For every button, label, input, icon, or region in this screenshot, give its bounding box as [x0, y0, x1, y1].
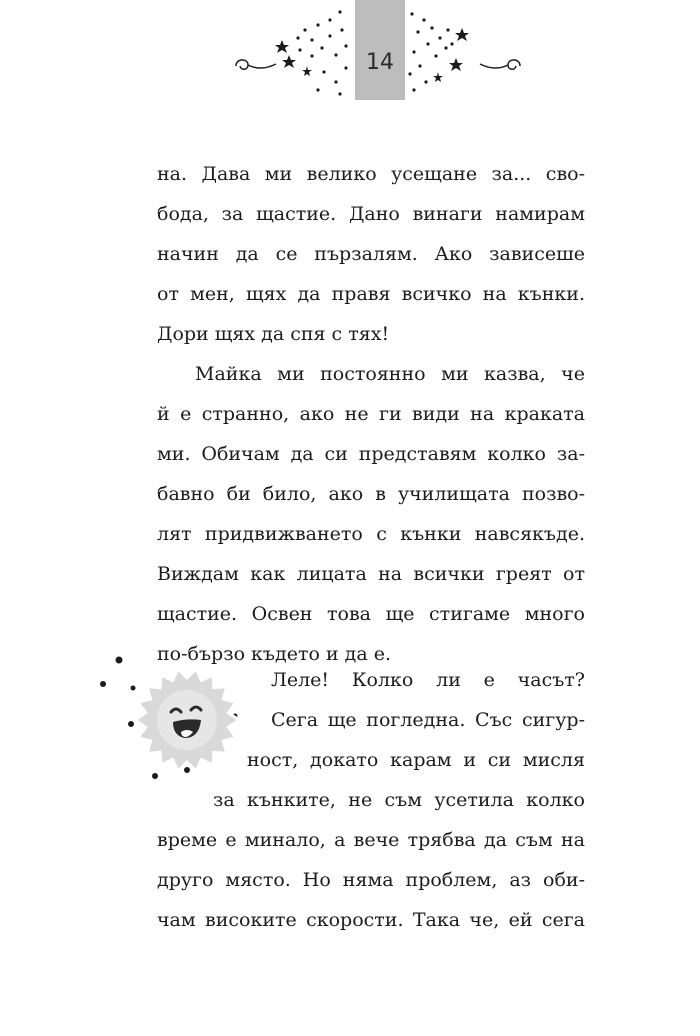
- text-line: ми. Обичам да си представям колко за-: [157, 443, 585, 465]
- paragraph-1: [157, 154, 585, 354]
- laughing-sun-icon: [95, 640, 255, 790]
- text-line: лят придвижването с кънки навсякъде.: [157, 523, 585, 545]
- text-line: бавно би било, ако в училищата позво-: [157, 483, 585, 505]
- text-line: начин да се пързалям. Ако зависеше: [157, 243, 585, 265]
- text-line: от мен, щях да правя всичко на кънки.: [157, 283, 585, 305]
- star-icon: [275, 40, 289, 53]
- star-icon: [302, 66, 312, 76]
- paragraph-3-narrow: [213, 780, 585, 820]
- text-line: й е странно, ако не ги види на краката: [157, 403, 585, 425]
- text-line: чам високите скорости. Така че, ей сега: [157, 909, 585, 931]
- page-header: [0, 0, 700, 110]
- text-line: на. Дава ми велико усещане за... сво-: [157, 163, 585, 185]
- star-icon: [449, 58, 463, 71]
- text-line: Дори щях да спя с тях!: [157, 323, 390, 345]
- right-stars: [408, 12, 469, 91]
- text-line: време е минало, а вече трябва да съм на: [157, 829, 585, 851]
- text-line: Сега ще погледна. Със сигур-: [271, 709, 585, 731]
- star-icon: [433, 72, 443, 82]
- text-line: ност, докато карам и си мисля: [247, 749, 585, 771]
- paragraph-2: [157, 354, 585, 674]
- text-line: щастие. Освен това ще стигаме много: [157, 603, 585, 625]
- text-line: бода, за щастие. Дано винаги намирам: [157, 203, 585, 225]
- text-line: друго място. Но няма проблем, аз оби-: [157, 869, 585, 891]
- stars-and-swirls-ornament: [0, 0, 700, 110]
- text-line: Виждам как лицата на всички греят от: [157, 563, 585, 585]
- paragraph-3-wrapped-line3: [247, 740, 585, 780]
- paragraph-3-full: [157, 820, 585, 940]
- left-stars: [275, 10, 348, 95]
- text-line: за кънките, не съм усетила колко: [213, 789, 585, 811]
- left-swirl: [236, 60, 276, 69]
- text-line: Майка ми постоянно ми казва, че: [195, 363, 585, 385]
- star-icon: [455, 28, 469, 41]
- page-number: 14: [366, 50, 394, 75]
- right-swirl: [480, 60, 520, 69]
- text-line: по-бързо където и да е.: [157, 643, 392, 665]
- star-icon: [282, 55, 296, 68]
- text-line: Леле! Колко ли е часът?: [271, 669, 585, 691]
- paragraph-3-wrapped: [271, 660, 585, 740]
